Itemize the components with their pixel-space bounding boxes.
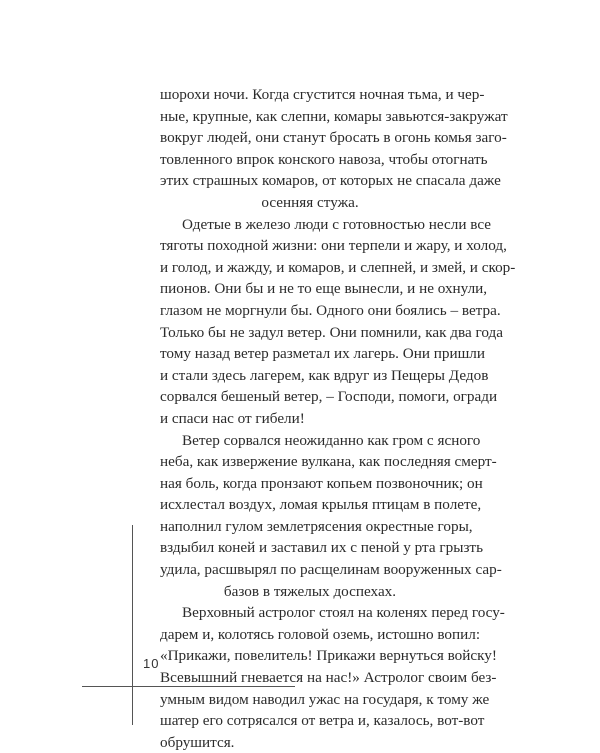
text-line: дарем и, колотясь головой оземь, истошно вопил: — [160, 625, 481, 643]
text-line: пионов. Они бы и не то еще вынесли, и не охнули, — [160, 280, 488, 298]
text-line: ная боль, когда пронзают копьем позвоночник; он — [160, 474, 483, 492]
text-line: шорохи ночи. Когда сгустится ночная тьма, и чер- — [160, 86, 485, 103]
text-line: вокруг людей, они станут бросать в огонь комья заго- — [160, 129, 507, 147]
paragraph-3 — [160, 430, 502, 603]
text-line: и спаси нас от гибели! — [160, 409, 305, 427]
text-line: неба, как извержение вулкана, как последняя смерт- — [160, 453, 497, 471]
paragraph-4 — [160, 602, 505, 753]
text-line: базов в тяжелых доспехах. — [223, 582, 397, 600]
text-line: удила, расшвырял по расщелинам вооруженных сар- — [160, 561, 502, 579]
page-number: 10 — [143, 656, 160, 671]
text-line: Одетые в железо люди с готовностью несли все — [182, 215, 491, 233]
crop-mark-vertical — [132, 525, 133, 725]
text-line: «Прикажи, повелитель! Прикажи вернуться войску! — [160, 647, 497, 665]
text-line: осенняя стужа. — [261, 193, 359, 211]
text-line: сорвался бешеный ветер, – Господи, помоги, огради — [160, 388, 498, 406]
text-line: глазом не моргнули бы. Одного они боялись – ветра. — [160, 301, 501, 319]
text-line: исхлестал воздух, ломая крылья птицам в полете, — [160, 496, 482, 514]
body-text — [160, 84, 516, 753]
text-line: Верховный астролог стоял на коленях перед госу- — [182, 604, 505, 622]
text-line: Всевышний гневается на нас!» Астролог своим без- — [160, 669, 497, 687]
text-line: Ветер сорвался неожиданно как гром с ясного — [182, 431, 481, 449]
text-line: тяготы походной жизни: они терпели и жару, и холод, — [160, 237, 507, 255]
text-line: Только бы не задул ветер. Они помнили, как два года — [160, 323, 503, 341]
paragraph-1 — [160, 84, 508, 214]
text-line: шатер его сотрясался от ветра и, казалось, вот-вот — [160, 712, 485, 730]
text-line: тому назад ветер разметал их лагерь. Они пришли — [160, 345, 486, 363]
text-line: товленного впрок конского навоза, чтобы отогнать — [160, 150, 488, 168]
text-line: и голод, и жажду, и комаров, и слепней, и змей, и скор- — [160, 258, 516, 276]
text-line: умным видом наводил ужас на государя, к тому же — [160, 690, 490, 708]
crop-mark-horizontal — [82, 686, 295, 687]
text-line: и стали здесь лагерем, как вдруг из Пещеры Дедов — [160, 366, 489, 384]
paragraph-2 — [160, 214, 516, 430]
text-line: обрушится. — [160, 733, 235, 751]
text-line: вздыбил коней и заставил их с пеной у рта грызть — [160, 539, 484, 557]
text-line: ные, крупные, как слепни, комары завьются-закружат — [160, 107, 508, 125]
text-line: этих страшных комаров, от которых не спасала даже — [160, 172, 501, 190]
text-line: наполнил гулом землетрясения окрестные горы, — [160, 517, 473, 535]
